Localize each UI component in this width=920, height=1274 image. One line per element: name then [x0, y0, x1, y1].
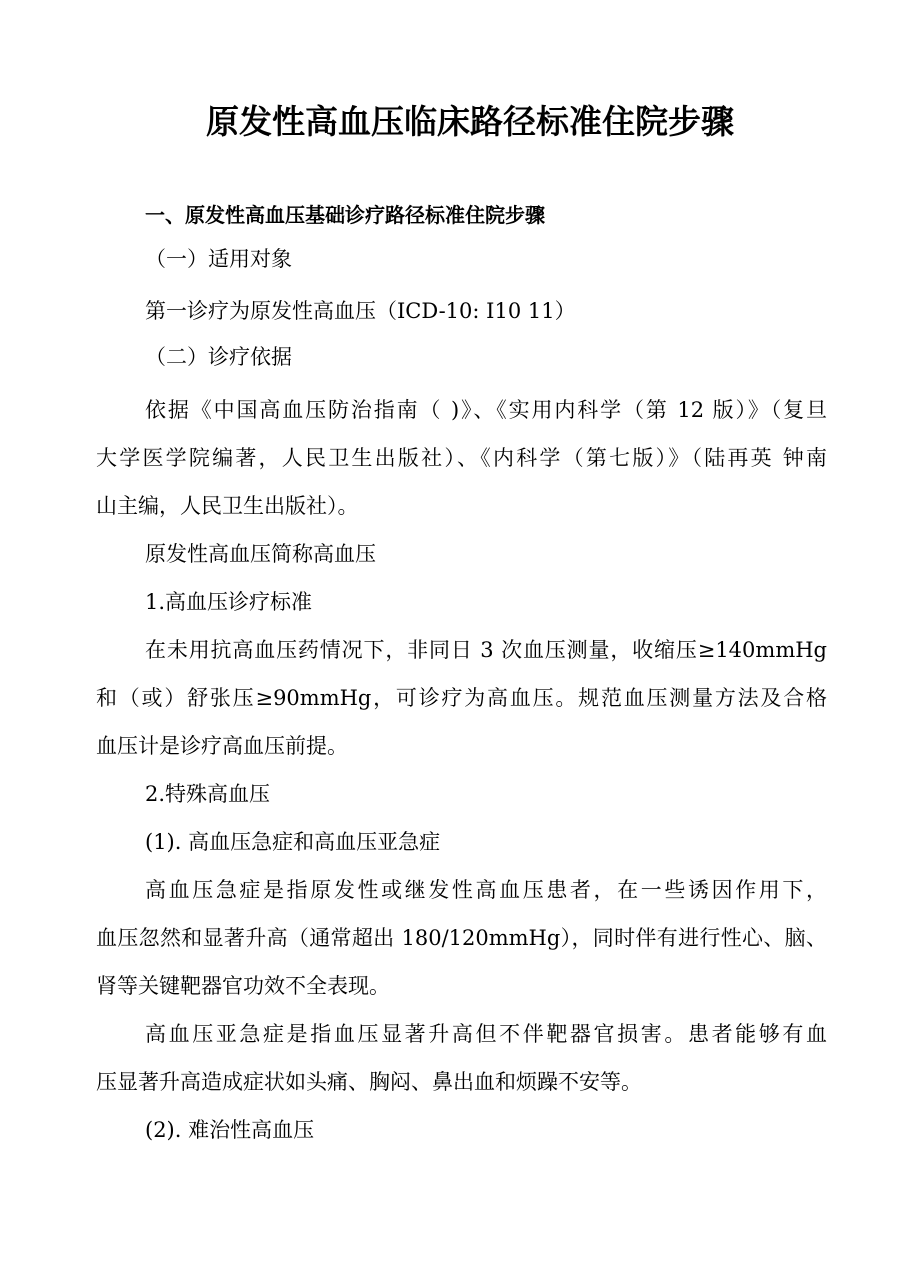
- paragraph-emergency-line: 高血压急症是指原发性或继发性高血压患者，在一些诱因作用下，: [145, 878, 827, 902]
- subitem-heading-emergency: (1). 高血压急症和高血压亚急症: [145, 830, 441, 854]
- paragraph-subacute-line: 高血压亚急症是指血压显著升高但不伴靶器官损害。患者能够有血: [145, 1022, 827, 1046]
- paragraph-short-name: 原发性高血压简称高血压: [145, 542, 376, 566]
- paragraph-basis-line: 大学医学院编著，人民卫生出版社）、《内科学（第七版）》（陆再英 钟南: [96, 446, 827, 470]
- paragraph-emergency-line: 肾等关键靶器官功效不全表现。: [96, 974, 390, 998]
- paragraph-basis-line: 依据《中国高血压防治指南（ )》、《实用内科学（第 12 版）》（复旦: [145, 398, 827, 422]
- paragraph-subacute-line: 压显著升高造成症状如头痛、胸闷、鼻出血和烦躁不安等。: [96, 1070, 642, 1094]
- item-heading-diagnosis-criteria: 1.高血压诊疗标准: [145, 590, 313, 614]
- paragraph-criteria-line: 血压计是诊疗高血压前提。: [96, 734, 348, 758]
- paragraph-emergency-line: 血压忽然和显著升高（通常超出 180/120mmHg），同时伴有进行性心、脑、: [96, 926, 827, 950]
- subitem-heading-refractory: (2). 难治性高血压: [145, 1118, 315, 1142]
- paragraph-basis-line: 山主编，人民卫生出版社）。: [96, 494, 359, 518]
- sub-heading-applicable-object: （一）适用对象: [145, 247, 292, 271]
- sub-heading-diagnosis-basis: （二）诊疗依据: [145, 345, 292, 369]
- paragraph-first-diagnosis: 第一诊疗为原发性高血压（ICD-10: I10 11）: [145, 299, 576, 323]
- section-heading: 一、原发性高血压基础诊疗路径标准住院步骤: [145, 203, 545, 227]
- paragraph-criteria-line: 和（或）舒张压≥90mmHg，可诊疗为高血压。规范血压测量方法及合格: [96, 686, 827, 710]
- item-heading-special-hypertension: 2.特殊高血压: [145, 782, 271, 806]
- document-title: 原发性高血压临床路径标准住院步骤: [206, 102, 734, 141]
- paragraph-criteria-line: 在未用抗高血压药情况下，非同日 3 次血压测量，收缩压≥140mmHg: [145, 638, 827, 662]
